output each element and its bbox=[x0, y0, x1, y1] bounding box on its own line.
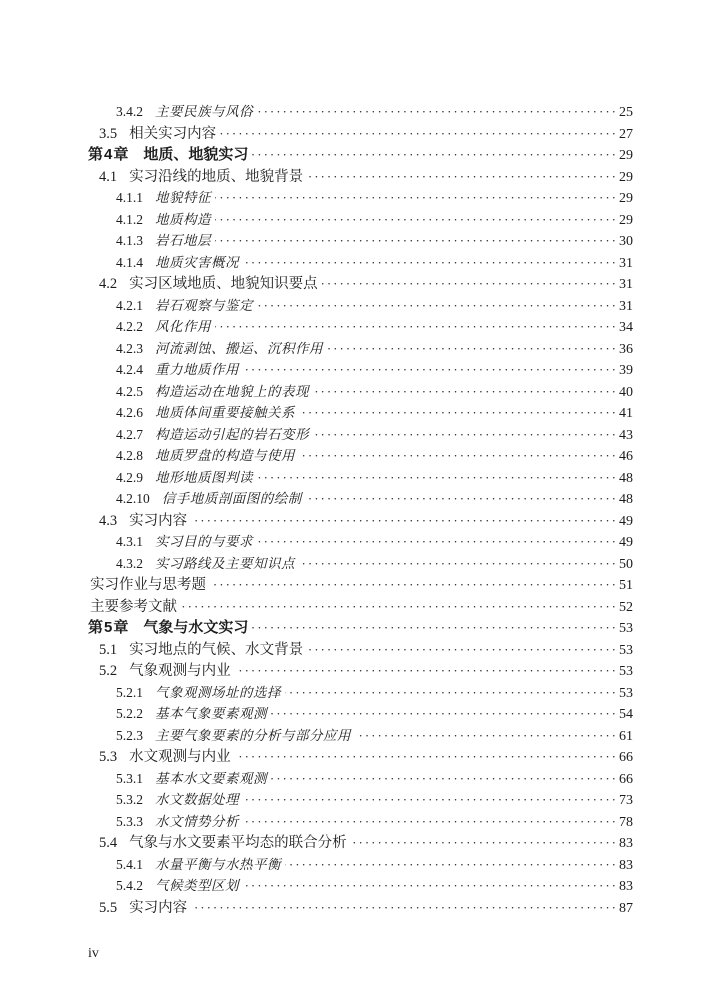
toc-entry-number: 5.2.1 bbox=[116, 684, 143, 700]
toc-row bbox=[88, 660, 633, 682]
dot-leader bbox=[243, 875, 618, 897]
toc-entry-page: 41 bbox=[619, 406, 633, 421]
dot-leader bbox=[257, 101, 618, 123]
toc-entry-title: 气象观测与内业 bbox=[129, 663, 231, 679]
toc-entry-title: 构造运动引起的岩石变形 bbox=[155, 426, 309, 442]
toc-entry-number: 5.4 bbox=[99, 835, 118, 851]
dot-leader bbox=[210, 574, 618, 596]
toc-entry-title: 实习内容 bbox=[129, 899, 188, 916]
toc-row bbox=[88, 510, 633, 532]
dot-leader bbox=[257, 531, 618, 553]
toc-entry-number: 第5章 bbox=[88, 619, 130, 636]
toc-entry-number: 4.2.4 bbox=[116, 362, 143, 377]
toc-entry-title: 气象观测场址的选择 bbox=[155, 684, 281, 700]
toc-entry-title: 气象与水文实习 bbox=[143, 619, 249, 636]
toc-row bbox=[88, 596, 633, 618]
toc-entry-title: 地质构造 bbox=[155, 211, 211, 227]
toc-row bbox=[88, 144, 633, 166]
toc-entry-number: 5.4.1 bbox=[116, 856, 143, 872]
dot-leader bbox=[215, 316, 618, 338]
toc-row bbox=[88, 209, 633, 231]
toc-row bbox=[88, 381, 633, 403]
dot-leader bbox=[191, 897, 618, 919]
toc-entry-number: 5.3.3 bbox=[116, 813, 143, 829]
dot-leader bbox=[271, 768, 618, 790]
toc-entry-page: 29 bbox=[619, 148, 633, 163]
toc-entry-page: 31 bbox=[619, 298, 633, 314]
toc-row bbox=[88, 187, 633, 209]
toc-row bbox=[88, 338, 633, 360]
toc-entry-page: 78 bbox=[619, 814, 633, 830]
toc-entry-page: 25 bbox=[619, 105, 633, 120]
dot-leader bbox=[307, 166, 618, 188]
dot-leader bbox=[243, 359, 618, 381]
toc-row bbox=[88, 682, 633, 704]
toc-entry-title: 气候类型区划 bbox=[155, 878, 239, 893]
toc-entry-number: 4.1.3 bbox=[116, 233, 143, 248]
dot-leader bbox=[327, 338, 618, 360]
toc-entry-page: 54 bbox=[619, 707, 633, 722]
dot-leader bbox=[220, 123, 618, 145]
toc-entry-title: 基本气象要素观测 bbox=[155, 706, 267, 721]
toc-entry-number: 5.1 bbox=[99, 641, 118, 658]
toc-entry-page: 49 bbox=[619, 513, 633, 529]
toc-entry-page: 49 bbox=[619, 535, 633, 550]
toc-entry-page: 31 bbox=[619, 255, 633, 271]
toc-entry-title: 水文观测与内业 bbox=[129, 749, 231, 765]
toc-entry-number: 4.2.7 bbox=[116, 426, 143, 442]
toc-entry-page: 51 bbox=[619, 578, 633, 593]
toc-entry-page: 53 bbox=[619, 664, 633, 679]
toc-entry-title: 相关实习内容 bbox=[129, 125, 217, 142]
toc-entry-title: 信手地质剖面图的绘制 bbox=[161, 491, 302, 506]
toc-row bbox=[88, 789, 633, 811]
toc-row bbox=[88, 252, 633, 274]
dot-leader bbox=[307, 639, 618, 661]
toc-entry-page: 48 bbox=[619, 492, 633, 507]
toc-row bbox=[88, 553, 633, 575]
toc-entry-number: 3.5 bbox=[99, 125, 118, 142]
toc-entry-page: 83 bbox=[619, 857, 633, 873]
toc-entry-title: 岩石地层 bbox=[155, 233, 211, 248]
toc-entry-number: 5.2.3 bbox=[116, 727, 143, 743]
toc-row bbox=[88, 359, 633, 381]
toc-row bbox=[88, 445, 633, 467]
toc-entry-page: 34 bbox=[619, 320, 633, 335]
toc-entry-number: 4.2.10 bbox=[116, 491, 150, 506]
toc-entry-page: 50 bbox=[619, 556, 633, 572]
dot-leader bbox=[243, 811, 618, 833]
toc-entry-number: 4.2 bbox=[99, 276, 118, 292]
toc-entry-title: 主要民族与风俗 bbox=[155, 104, 253, 119]
toc-entry-title: 水量平衡与水热平衡 bbox=[155, 856, 281, 872]
toc-entry-page: 66 bbox=[619, 771, 633, 787]
toc-entry-title: 实习沿线的地质、地貌背景 bbox=[129, 168, 304, 185]
toc-entry-title: 构造运动在地貌上的表现 bbox=[155, 383, 309, 399]
dot-leader bbox=[243, 252, 618, 274]
toc-entry-page: 29 bbox=[619, 169, 633, 185]
toc-entry-page: 36 bbox=[619, 341, 633, 357]
toc-row bbox=[88, 295, 633, 317]
toc-entry-number: 4.1.4 bbox=[116, 254, 143, 270]
toc-entry-number: 4.3 bbox=[99, 512, 118, 529]
toc-entry-title: 地貌特征 bbox=[155, 190, 211, 205]
toc-entry-number: 3.4.2 bbox=[116, 104, 143, 119]
toc-entry-number: 5.3.2 bbox=[116, 792, 143, 807]
toc-row bbox=[88, 424, 633, 446]
toc-entry-title: 水文情势分析 bbox=[155, 813, 239, 829]
toc-entry-page: 43 bbox=[619, 427, 633, 443]
toc-entry-page: 53 bbox=[619, 642, 633, 658]
toc-entry-number: 第4章 bbox=[88, 146, 130, 163]
dot-leader bbox=[351, 832, 618, 854]
toc-entry-title: 主要气象要素的分析与部分应用 bbox=[155, 727, 351, 743]
dot-leader bbox=[271, 703, 618, 725]
toc-entry-title: 地质罗盘的构造与使用 bbox=[155, 448, 295, 463]
toc-entry-title: 实习区域地质、地貌知识要点 bbox=[129, 276, 318, 292]
dot-leader bbox=[252, 617, 618, 639]
toc-entry-number: 4.3.1 bbox=[116, 534, 143, 549]
toc-entry-title: 实习地点的气候、水文背景 bbox=[129, 641, 304, 658]
toc-entry-title: 重力地质作用 bbox=[155, 362, 239, 377]
dot-leader bbox=[243, 789, 618, 811]
toc-entry-page: 83 bbox=[619, 836, 633, 851]
toc-row bbox=[88, 746, 633, 768]
dot-leader bbox=[257, 295, 618, 317]
dot-leader bbox=[215, 209, 618, 231]
toc-entry-number: 4.1 bbox=[99, 168, 118, 185]
toc-entry-title: 实习内容 bbox=[129, 512, 188, 529]
dot-leader bbox=[215, 187, 618, 209]
toc-entry-title: 河流剥蚀、搬运、沉积作用 bbox=[155, 340, 323, 356]
dot-leader bbox=[235, 660, 618, 682]
toc-entry-page: 53 bbox=[619, 685, 633, 701]
toc-entry-page: 29 bbox=[619, 191, 633, 206]
toc-row bbox=[88, 875, 633, 897]
toc-entry-title: 实习路线及主要知识点 bbox=[155, 555, 295, 571]
toc-row bbox=[88, 897, 633, 919]
dot-leader bbox=[322, 273, 618, 295]
toc-row bbox=[88, 768, 633, 790]
dot-leader bbox=[285, 854, 618, 876]
dot-leader bbox=[313, 424, 618, 446]
dot-leader bbox=[285, 682, 618, 704]
toc-entry-page: 46 bbox=[619, 449, 633, 464]
toc-entry-page: 73 bbox=[619, 793, 633, 808]
toc-row bbox=[88, 467, 633, 489]
dot-leader bbox=[299, 402, 618, 424]
toc-row bbox=[88, 811, 633, 833]
page-footer bbox=[88, 946, 99, 962]
toc-entry-number: 5.4.2 bbox=[116, 878, 143, 893]
dot-leader bbox=[191, 510, 618, 532]
toc-entry-page: 40 bbox=[619, 384, 633, 400]
toc-entry-number: 4.2.3 bbox=[116, 340, 143, 356]
toc-entry-page: 83 bbox=[619, 879, 633, 894]
toc-entry-page: 27 bbox=[619, 126, 633, 142]
toc-entry-number: 4.2.5 bbox=[116, 383, 143, 399]
toc-entry-number: 4.2.8 bbox=[116, 448, 143, 463]
toc-entry-page: 29 bbox=[619, 212, 633, 228]
toc-row bbox=[88, 854, 633, 876]
toc-row bbox=[88, 123, 633, 145]
dot-leader bbox=[355, 725, 618, 747]
toc-entry-number: 5.3.1 bbox=[116, 770, 143, 786]
toc-entry-title: 气象与水文要素平均态的联合分析 bbox=[129, 835, 347, 851]
toc-row bbox=[88, 725, 633, 747]
toc-entry-title: 实习目的与要求 bbox=[155, 534, 253, 549]
toc-row bbox=[88, 488, 633, 510]
toc-row bbox=[88, 316, 633, 338]
toc-entry-title: 地质、地貌实习 bbox=[143, 146, 249, 163]
toc-row bbox=[88, 703, 633, 725]
toc-entry-title: 实习作业与思考题 bbox=[90, 577, 206, 593]
toc-entry-number: 4.2.9 bbox=[116, 469, 143, 485]
toc-entry-title: 水文数据处理 bbox=[155, 792, 239, 807]
toc-entry-page: 87 bbox=[619, 900, 633, 916]
dot-leader bbox=[299, 553, 618, 575]
toc-entry-number: 5.2 bbox=[99, 663, 118, 679]
dot-leader bbox=[306, 488, 618, 510]
dot-leader bbox=[215, 230, 618, 252]
toc-entry-page: 39 bbox=[619, 363, 633, 378]
toc-entry-title: 地形地质图判读 bbox=[155, 469, 253, 485]
toc-row bbox=[88, 832, 633, 854]
toc-entry-page: 61 bbox=[619, 728, 633, 744]
toc-entry-number: 5.3 bbox=[99, 749, 118, 765]
toc-row bbox=[88, 574, 633, 596]
toc-entry-title: 岩石观察与鉴定 bbox=[155, 297, 253, 313]
toc-entry-number: 4.3.2 bbox=[116, 555, 143, 571]
toc-entry-title: 地质体间重要接触关系 bbox=[155, 405, 295, 420]
toc-entry-title: 风化作用 bbox=[155, 319, 211, 334]
toc-entry-title: 基本水文要素观测 bbox=[155, 770, 267, 786]
toc-entry-page: 52 bbox=[619, 599, 633, 615]
dot-leader bbox=[257, 467, 618, 489]
toc-row bbox=[88, 617, 633, 639]
toc-entry-number: 4.2.2 bbox=[116, 319, 143, 334]
toc-row bbox=[88, 639, 633, 661]
toc-list bbox=[88, 101, 633, 918]
page-number-label: iv bbox=[88, 946, 99, 961]
toc-entry-number: 4.2.6 bbox=[116, 405, 143, 420]
dot-leader bbox=[235, 746, 618, 768]
toc-row bbox=[88, 402, 633, 424]
dot-leader bbox=[313, 381, 618, 403]
toc-entry-page: 48 bbox=[619, 470, 633, 486]
toc-entry-number: 4.1.1 bbox=[116, 190, 143, 205]
toc-entry-number: 4.2.1 bbox=[116, 297, 143, 313]
toc-entry-number: 5.5 bbox=[99, 899, 118, 916]
toc-entry-page: 30 bbox=[619, 234, 633, 249]
toc-row bbox=[88, 273, 633, 295]
toc-row bbox=[88, 230, 633, 252]
toc-entry-number: 5.2.2 bbox=[116, 706, 143, 721]
toc-entry-title: 主要参考文献 bbox=[90, 598, 177, 615]
dot-leader bbox=[252, 144, 618, 166]
toc-entry-page: 66 bbox=[619, 750, 633, 765]
toc-entry-page: 53 bbox=[619, 621, 633, 636]
dot-leader bbox=[181, 596, 618, 618]
toc-entry-title: 地质灾害概况 bbox=[155, 254, 239, 270]
toc-row bbox=[88, 531, 633, 553]
dot-leader bbox=[299, 445, 618, 467]
toc-row bbox=[88, 101, 633, 123]
toc-entry-number: 4.1.2 bbox=[116, 211, 143, 227]
toc-entry-page: 31 bbox=[619, 277, 633, 292]
toc-row bbox=[88, 166, 633, 188]
